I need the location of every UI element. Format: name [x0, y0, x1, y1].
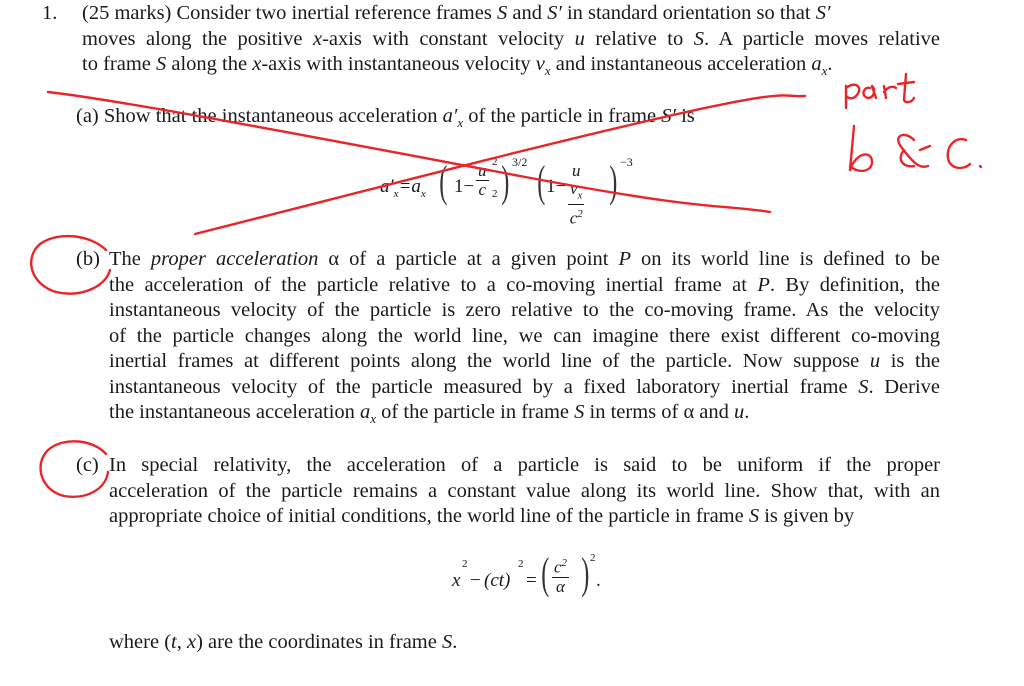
intro-line-2: moves along the positive x-axis with constant velocity u relative to S. A particle moves relative	[82, 28, 940, 50]
part-b-line-4: of the particle changes along the world line, we can imagine there exist different co-moving	[109, 325, 940, 347]
part-c-line-2: acceleration of the particle remains a constant value along its world line. Show that, with an	[109, 480, 940, 502]
part-c-line-1: In special relativity, the acceleration of a particle is said to be uniform if the proper	[109, 454, 940, 476]
part-b-line-2: the acceleration of the particle relative to a co-moving inertial frame at P. By definition, the	[109, 274, 940, 296]
ink-word-b-and-c	[850, 126, 981, 171]
question-number: 1.	[42, 2, 58, 24]
intro-line-1: (25 marks) Consider two inertial reference frames S and S′ in standard orientation so that S′	[82, 2, 831, 24]
part-c-line-3: appropriate choice of initial conditions, the world line of the particle in frame S is given by	[109, 505, 855, 527]
part-b-line-1: The proper acceleration α of a particle at a given point P on its world line is defined to be	[109, 248, 941, 270]
part-c-where: where (t, x) are the coordinates in frame S.	[109, 631, 458, 653]
part-b-line-3: instantaneous velocity of the particle is zero relative to the co-moving frame. As the velocity	[109, 299, 940, 321]
part-b-line-7: the instantaneous acceleration $a_x$ of the particle in frame S in terms of α and u.	[109, 401, 750, 427]
part-b-line-5: inertial frames at different points along the world line of the particle. Now suppose u is the	[109, 350, 941, 372]
part-a-text: (a) Show that the instantaneous acceleration $a'_x$ of the particle in frame S′ is	[76, 105, 695, 131]
part-b-label: (b)	[76, 248, 100, 270]
part-b-line-6: instantaneous velocity of the particle measured by a fixed laboratory inertial frame S. Derive	[109, 376, 940, 398]
intro-line-3: to frame S along the x-axis with instantaneous velocity $v_x$ and instantaneous acceleration $a_x$.	[82, 53, 833, 79]
part-c-label: (c)	[76, 454, 99, 476]
